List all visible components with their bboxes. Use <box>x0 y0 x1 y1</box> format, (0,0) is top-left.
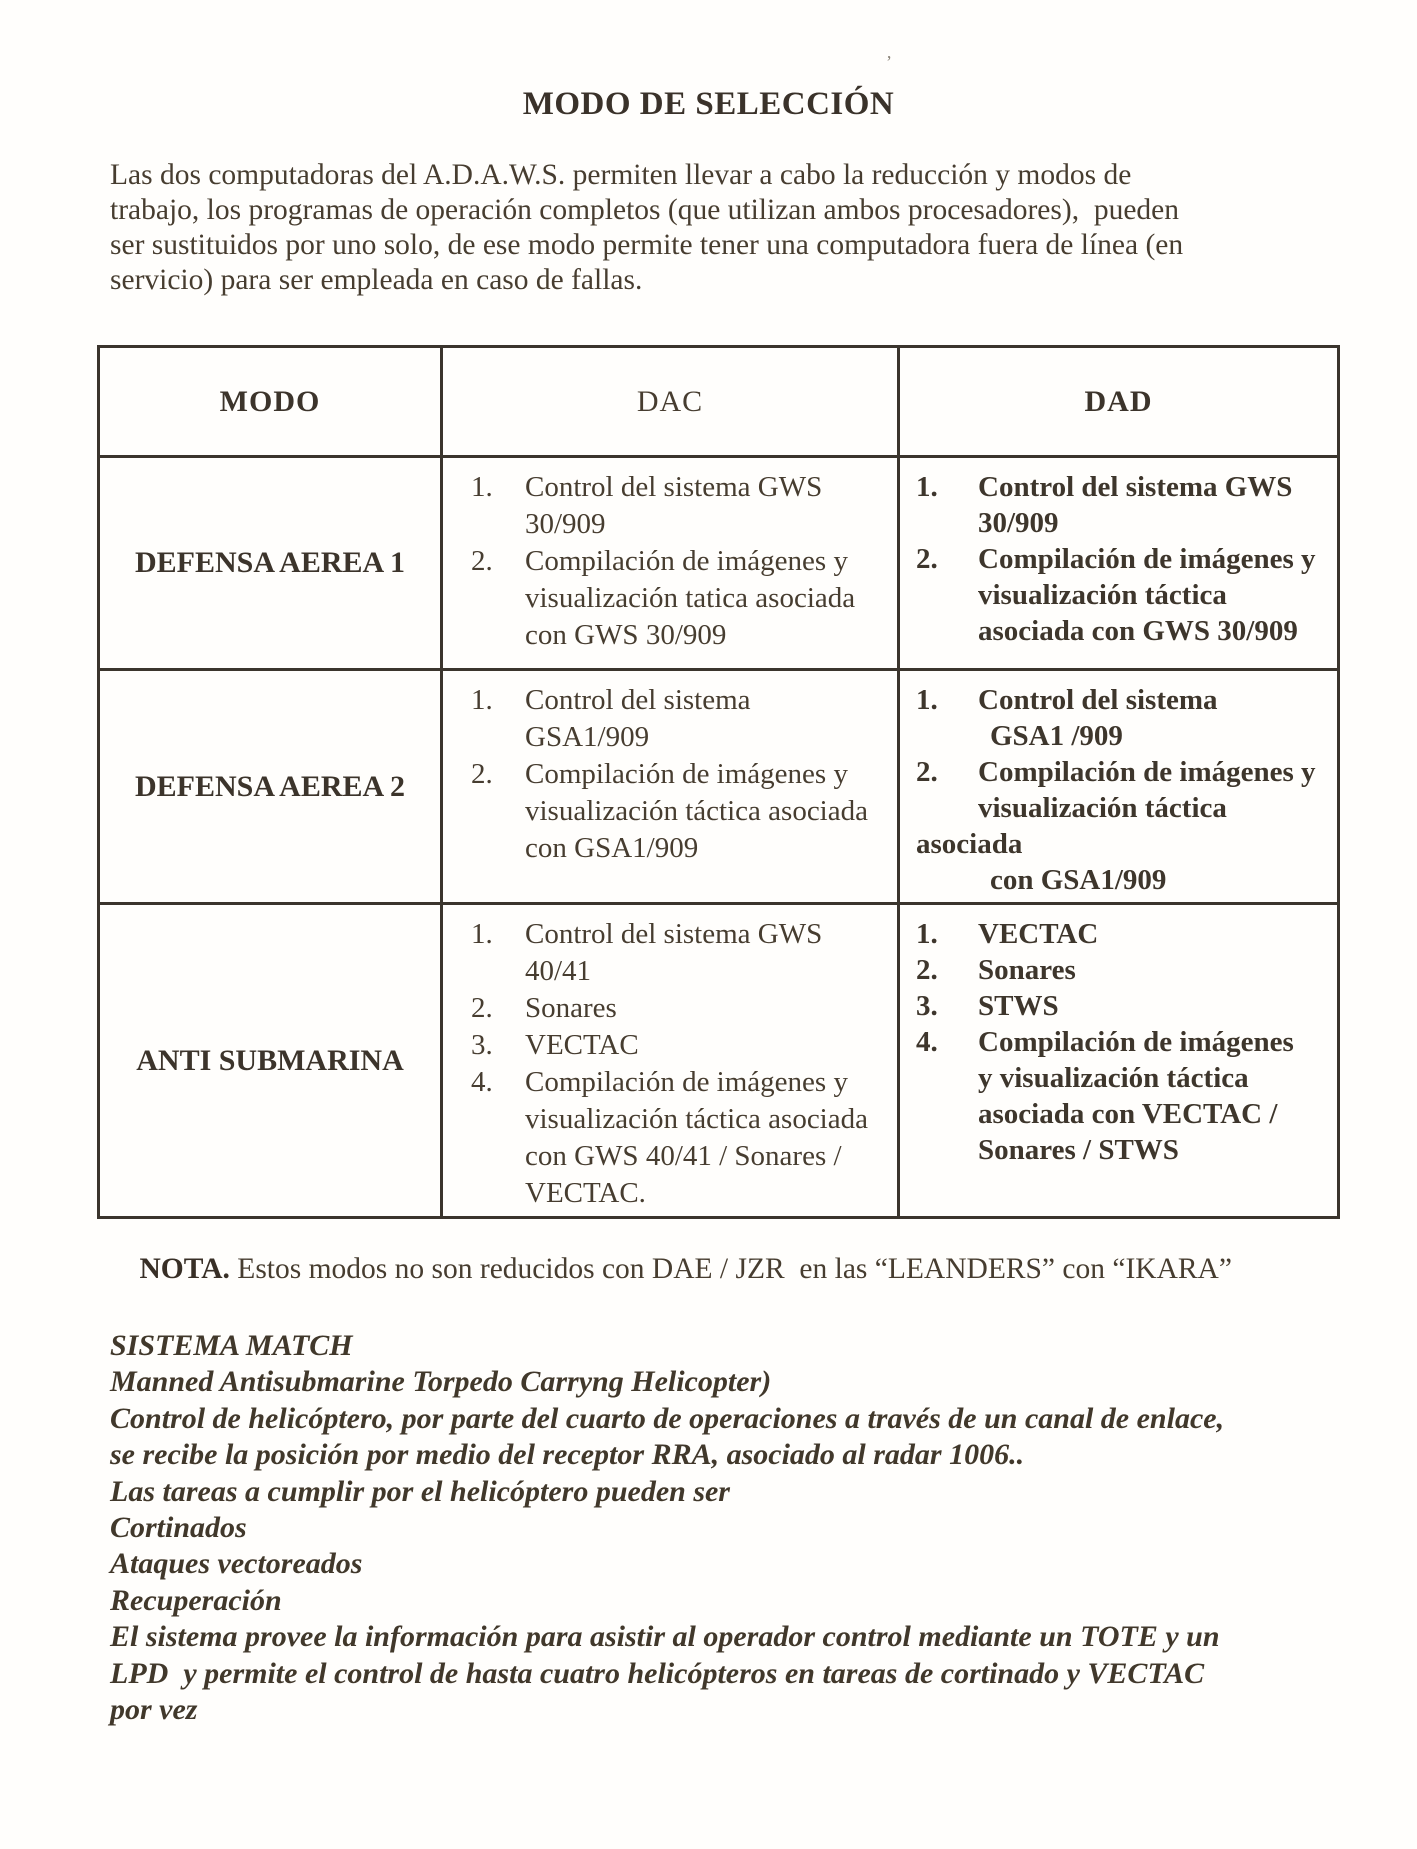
list-text: asociada con VECTAC / <box>978 1098 1278 1130</box>
cell-line <box>916 754 1331 790</box>
match-line: Las tareas a cumplir por el helicóptero pueden ser <box>110 1474 730 1508</box>
match-line: Recuperación <box>110 1583 282 1617</box>
cell-line <box>471 1064 891 1101</box>
cell-line <box>471 469 891 506</box>
list-text: Sonares <box>978 954 1076 986</box>
list-number: 2. <box>471 992 493 1024</box>
list-number: 1. <box>916 471 938 503</box>
table-row <box>99 670 1339 904</box>
list-text: asociada <box>916 828 1023 860</box>
intro-paragraph <box>110 158 1340 298</box>
intro-line: Las dos computadoras del A.D.A.W.S. permiten llevar a cabo la reducción y modos de <box>110 159 1132 191</box>
table-row <box>99 904 1339 1218</box>
list-number: 1. <box>471 684 493 716</box>
cell-line <box>978 1060 1331 1096</box>
mode-cell: ANTI SUBMARINA <box>99 904 442 1218</box>
list-text: con GWS 40/41 / Sonares / <box>525 1140 842 1172</box>
list-number: 3. <box>471 1029 493 1061</box>
cell-line <box>978 790 1331 826</box>
dac-cell <box>442 457 899 670</box>
cell-line <box>916 1024 1331 1060</box>
cell-line <box>525 1175 891 1212</box>
cell-line <box>978 613 1331 649</box>
cell-line <box>978 1096 1331 1132</box>
list-number: 3. <box>916 990 938 1022</box>
list-number: 4. <box>916 1026 938 1058</box>
match-line: LPD y permite el control de hasta cuatro helicópteros en tareas de cortinado y VECTAC <box>110 1656 1205 1690</box>
match-line: se recibe la posición por medio del receptor RRA, asociado al radar 1006.. <box>110 1438 1025 1472</box>
cell-line <box>525 793 891 830</box>
list-number: 2. <box>916 954 938 986</box>
cell-line <box>471 1027 891 1064</box>
list-text: con GSA1/909 <box>525 832 699 864</box>
page-title: MODO DE SELECCIÓN <box>522 86 895 122</box>
list-text: Compilación de imágenes <box>978 1026 1294 1058</box>
table-row <box>99 457 1339 670</box>
modes-table-body <box>99 457 1339 1218</box>
list-number: 1. <box>916 684 938 716</box>
list-text: Compilación de imágenes y <box>978 543 1316 575</box>
match-line: por vez <box>110 1693 198 1727</box>
cell-line <box>471 990 891 1027</box>
cell-line <box>525 719 891 756</box>
intro-line: ser sustituidos por uno solo, de ese modo permite tener una computadora fuera de línea (en <box>110 229 1184 261</box>
cell-line <box>471 756 891 793</box>
cell-line <box>525 830 891 867</box>
modes-table <box>97 345 1340 1219</box>
list-text: con GWS 30/909 <box>525 619 727 651</box>
dad-cell <box>899 904 1339 1218</box>
list-number: 2. <box>471 758 493 790</box>
dad-cell <box>899 457 1339 670</box>
cell-line <box>916 541 1331 577</box>
list-text: VECTAC <box>978 918 1099 950</box>
list-text: VECTAC. <box>525 1177 646 1209</box>
list-text: Control del sistema <box>525 684 751 716</box>
list-number: 1. <box>916 918 938 950</box>
match-line: Control de helicóptero, por parte del cuarto de operaciones a través de un canal de enlace, <box>110 1401 1225 1435</box>
nota-line <box>110 1220 1350 1319</box>
dac-cell <box>442 904 899 1218</box>
cell-line <box>471 543 891 580</box>
list-text: 40/41 <box>525 955 592 987</box>
match-line: Ataques vectoreados <box>110 1547 363 1581</box>
match-line: Cortinados <box>110 1511 247 1545</box>
list-number: 1. <box>471 471 493 503</box>
cell-line <box>525 1138 891 1175</box>
cell-line <box>525 506 891 543</box>
list-number: 1. <box>471 918 493 950</box>
list-text: visualización táctica <box>978 792 1227 824</box>
cell-line <box>990 862 1331 898</box>
list-number: 2. <box>471 545 493 577</box>
cell-line <box>525 580 891 617</box>
list-text: VECTAC <box>525 1029 639 1061</box>
cell-line <box>978 1132 1331 1168</box>
list-text: Control del sistema <box>978 684 1218 716</box>
column-header-dad: DAD <box>899 347 1339 457</box>
list-text: visualización táctica <box>978 579 1227 611</box>
list-text: Compilación de imágenes y <box>525 545 848 577</box>
list-text: Compilación de imágenes y <box>525 758 848 790</box>
match-line: El sistema provee la información para asistir al operador control mediante un TOTE y un <box>110 1620 1220 1654</box>
cell-line <box>916 952 1331 988</box>
column-header-dac: DAC <box>442 347 899 457</box>
list-text: STWS <box>978 990 1059 1022</box>
mode-cell: DEFENSA AEREA 1 <box>99 457 442 670</box>
cell-line <box>916 988 1331 1024</box>
list-text: 30/909 <box>978 507 1059 539</box>
match-line: SISTEMA MATCH <box>110 1329 353 1362</box>
list-text: Compilación de imágenes y <box>525 1066 848 1098</box>
list-text: GSA1/909 <box>525 721 650 753</box>
list-text: con GSA1/909 <box>990 864 1167 896</box>
match-line: Manned Antisubmarine Torpedo Carryng Helicopter) <box>110 1365 772 1399</box>
nota-text: Estos modos no son reducidos con DAE / JZR en las “LEANDERS” con “IKARA” <box>229 1253 1232 1285</box>
cell-line <box>978 577 1331 613</box>
list-text: Control del sistema GWS <box>978 471 1293 503</box>
cell-line <box>916 682 1331 718</box>
list-text: Sonares <box>525 992 617 1024</box>
list-number: 2. <box>916 756 938 788</box>
cell-line <box>916 826 1331 862</box>
cell-line <box>525 1101 891 1138</box>
list-text: visualización táctica asociada <box>525 1103 868 1135</box>
list-number: 4. <box>471 1066 493 1098</box>
cell-line <box>978 505 1331 541</box>
sistema-match-section <box>110 1328 1360 1728</box>
intro-line: trabajo, los programas de operación completos (que utilizan ambos procesadores), pueden <box>110 194 1180 226</box>
mode-cell: DEFENSA AEREA 2 <box>99 670 442 904</box>
list-text: Control del sistema GWS <box>525 471 823 503</box>
dac-cell <box>442 670 899 904</box>
cell-line <box>916 469 1331 505</box>
cell-line <box>916 916 1331 952</box>
list-number: 2. <box>916 543 938 575</box>
scan-speck: ’ <box>886 52 892 72</box>
cell-line <box>990 718 1331 754</box>
dad-cell <box>899 670 1339 904</box>
cell-line <box>471 916 891 953</box>
list-text: Control del sistema GWS <box>525 918 823 950</box>
cell-line <box>525 617 891 654</box>
column-header-modo: MODO <box>99 347 442 457</box>
cell-line <box>471 682 891 719</box>
list-text: y visualización táctica <box>978 1062 1249 1094</box>
list-text: GSA1 /909 <box>990 720 1123 752</box>
list-text: Compilación de imágenes y <box>978 756 1316 788</box>
list-text: visualización táctica asociada <box>525 795 868 827</box>
list-text: Sonares / STWS <box>978 1134 1179 1166</box>
nota-label: NOTA. <box>139 1253 230 1285</box>
list-text: asociada con GWS 30/909 <box>978 615 1298 647</box>
intro-line: servicio) para ser empleada en caso de fallas. <box>110 264 643 296</box>
cell-line <box>525 953 891 990</box>
table-header-row <box>99 347 1339 457</box>
list-text: visualización tatica asociada <box>525 582 856 614</box>
list-text: 30/909 <box>525 508 606 540</box>
